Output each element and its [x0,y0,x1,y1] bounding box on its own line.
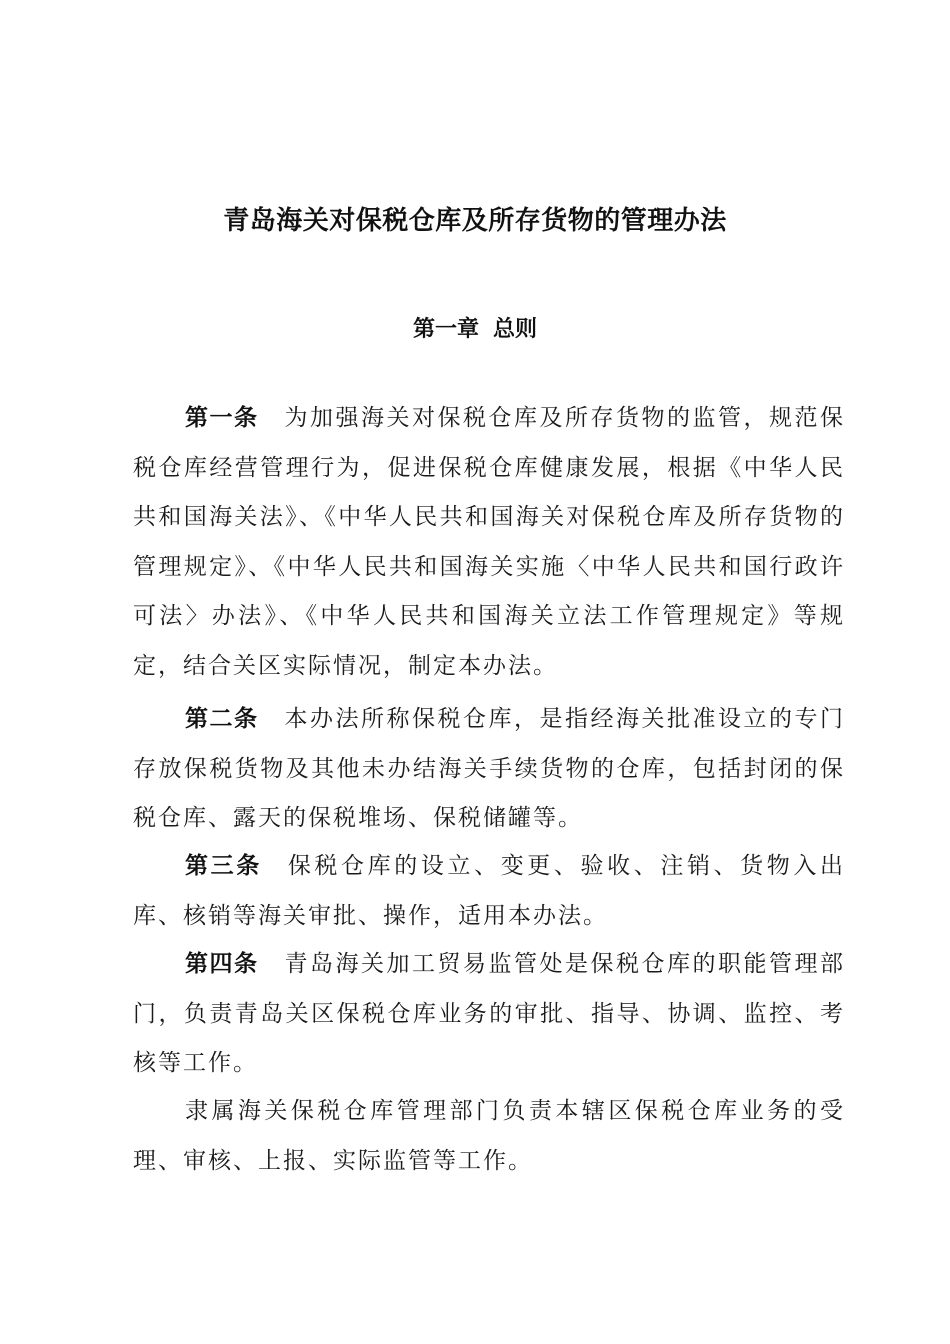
article-text: 为加强海关对保税仓库及所存货物的监管，规范保税仓库经营管理行为，促进保税仓库健康发展，根据《中华人民共和国海关法》、《中华人民共和国海关对保税仓库及所存货物的管理规定》、《中华人民共和国海关实施〈中华人民共和国行政许可法〉办法》、《中华人民共和国海关立法工作管理规定》等规定，结合关区实际情况，制定本办法。 [133,405,845,679]
document-title: 青岛海关对保税仓库及所存货物的管理办法 [223,206,727,236]
article-3 [133,842,845,941]
article-text: 青岛海关加工贸易监管处是保税仓库的职能管理部门，负责青岛关区保税仓库业务的审批、指导、协调、监控、考核等工作。 [133,951,845,1076]
article-text: 保税仓库的设立、变更、验收、注销、货物入出库、核销等海关审批、操作，适用本办法。 [133,853,846,929]
article-label: 第二条 [185,706,259,732]
article-label: 第三条 [185,853,262,879]
article-2 [133,695,845,844]
article-4-continuation: 隶属海关保税仓库管理部门负责本辖区保税仓库业务的受理、审核、上报、实际监管等工作。 [133,1098,845,1174]
article-text: 本办法所称保税仓库，是指经海关批准设立的专门存放保税货物及其他未办结海关手续货物的仓库，包括封闭的保税仓库、露天的保税堆场、保税储罐等。 [133,706,845,831]
article-label: 第一条 [185,405,259,431]
article-label: 第四条 [185,951,259,977]
chapter-name: 总则 [493,317,538,342]
article-1 [133,394,845,691]
article-4 [133,940,845,1089]
chapter-number: 第一章 [412,317,479,342]
chapter-heading [0,312,950,343]
